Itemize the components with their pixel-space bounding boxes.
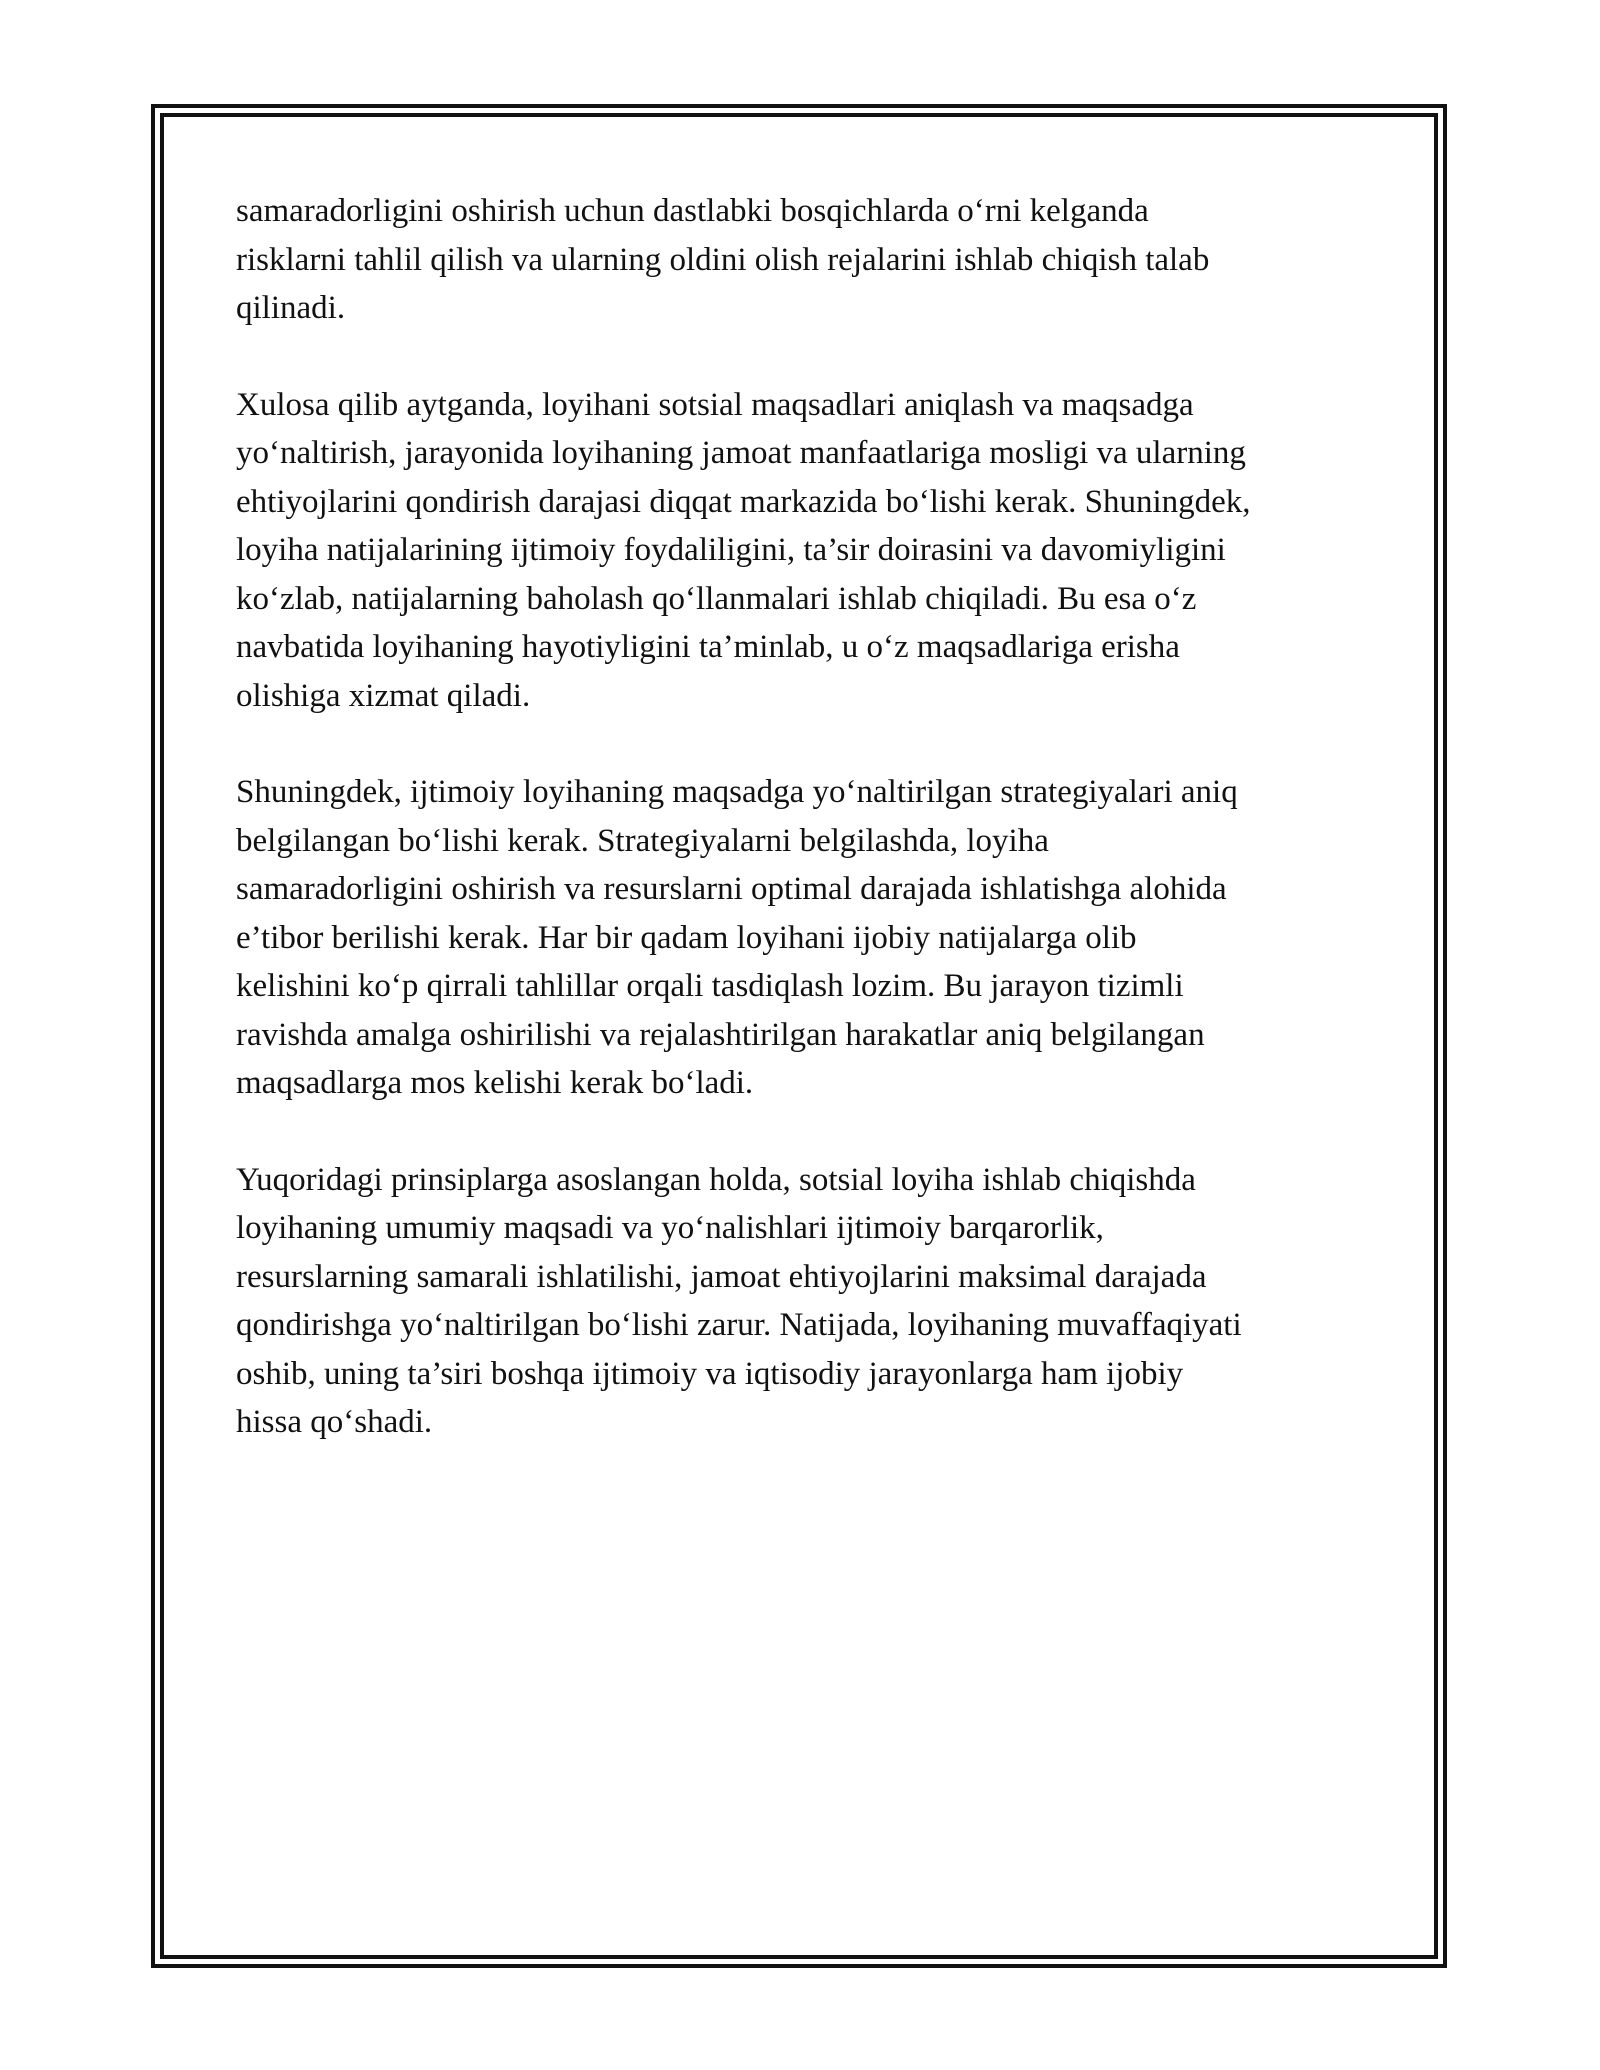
text-line: olishiga xizmat qiladi.: [236, 677, 531, 714]
text-line: navbatida loyihaning hayotiyligini ta’minlab, u o‘z maqsadlariga erisha: [236, 629, 1180, 665]
text-line: maqsadlarga mos kelishi kerak bo‘ladi.: [236, 1065, 754, 1101]
text-line: loyiha natijalarining ijtimoiy foydaliligini, ta’sir doirasini va davomiyligini: [236, 532, 1226, 568]
text-line: samaradorligini oshirish va resurslarni optimal darajada ishlatishga alohida: [236, 871, 1227, 907]
text-line: Shuningdek, ijtimoiy loyihaning maqsadga yo‘naltirilgan strategiyalari aniq: [236, 774, 1238, 810]
paragraph-1: [236, 187, 1376, 333]
text-line: kelishini ko‘p qirrali tahlillar orqali tasdiqlash lozim. Bu jarayon tizimli: [236, 968, 1184, 1004]
paragraph-4: [236, 1156, 1376, 1447]
text-line: Yuqoridagi prinsiplarga asoslangan holda, sotsial loyiha ishlab chiqishda: [236, 1161, 1196, 1198]
text-line: loyihaning umumiy maqsadi va yo‘nalishlari ijtimoiy barqarorlik,: [236, 1210, 1104, 1246]
text-line: qondirishga yo‘naltirilgan bo‘lishi zarur. Natijada, loyihaning muvaffaqiyati: [236, 1307, 1242, 1343]
text-line: risklarni tahlil qilish va ularning oldini olish rejalarini ishlab chiqish talab: [236, 241, 1210, 278]
document-body: [236, 187, 1376, 1495]
text-line: belgilangan bo‘lishi kerak. Strategiyalarni belgilashda, loyiha: [236, 822, 1049, 859]
text-line: Xulosa qilib aytganda, loyihani sotsial maqsadlari aniqlash va maqsadga: [236, 386, 1194, 423]
text-line: samaradorligini oshirish uchun dastlabki bosqichlarda o‘rni kelganda: [236, 193, 1149, 229]
text-line: e’tibor berilishi kerak. Har bir qadam loyihani ijobiy natijalarga olib: [236, 919, 1137, 956]
text-line: ehtiyojlarini qondirish darajasi diqqat markazida bo‘lishi kerak. Shuningdek,: [236, 483, 1251, 520]
text-line: ko‘zlab, natijalarning baholash qo‘llanmalari ishlab chiqiladi. Bu esa o‘z: [236, 580, 1197, 617]
text-line: yo‘naltirish, jarayonida loyihaning jamoat manfaatlariga mosligi va ularning: [236, 435, 1246, 471]
paragraph-3: [236, 768, 1376, 1108]
text-line: hissa qo‘shadi.: [236, 1404, 433, 1440]
text-line: ravishda amalga oshirilishi va rejalashtirilgan harakatlar aniq belgilangan: [236, 1016, 1205, 1053]
paragraph-2: [236, 381, 1376, 721]
text-line: qilinadi.: [236, 290, 346, 326]
text-line: oshib, uning ta’siri boshqa ijtimoiy va iqtisodiy jarayonlarga ham ijobiy: [236, 1355, 1184, 1392]
text-line: resurslarning samarali ishlatilishi, jamoat ehtiyojlarini maksimal darajada: [236, 1258, 1207, 1295]
